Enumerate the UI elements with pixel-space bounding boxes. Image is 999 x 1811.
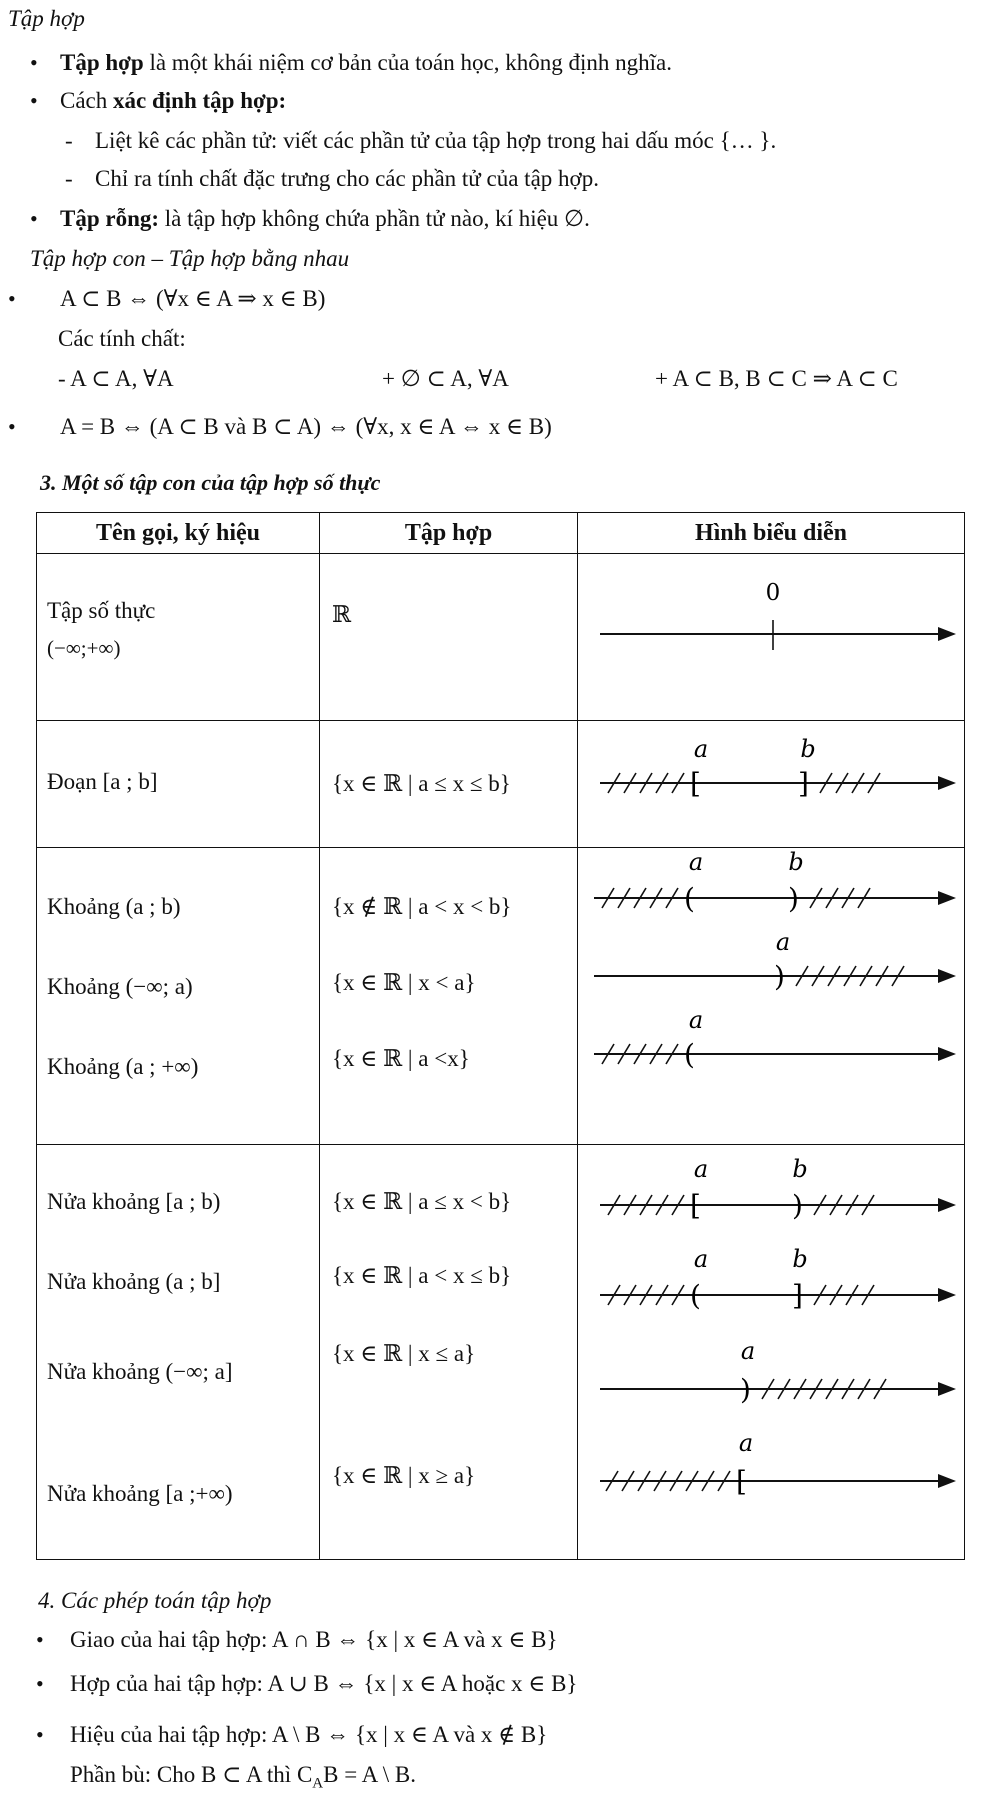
row-name: Khoảng (a ; b) xyxy=(47,894,181,919)
row-name: Khoảng (−∞; a) xyxy=(47,974,193,999)
row-set: {x ∈ ℝ | a ≤ x < b} xyxy=(332,1189,512,1214)
row-set: {x ∈ ℝ | x < a} xyxy=(332,970,476,995)
union-label: Hợp của hai tập hợp: xyxy=(70,1671,263,1696)
mark-a-label: a xyxy=(693,735,709,763)
row-set: ℝ xyxy=(332,602,352,627)
mark-a-label: a xyxy=(688,1006,704,1034)
row-set: {x ∈ ℝ | a ≤ x ≤ b} xyxy=(332,771,511,796)
sec1-bullet-2 xyxy=(60,88,286,114)
svg-text:): ) xyxy=(788,882,799,915)
complement-definition xyxy=(70,1762,416,1793)
table-row xyxy=(37,1145,965,1560)
svg-text:(: ( xyxy=(684,882,695,915)
row-set: {x ∈ ℝ | x ≤ a} xyxy=(332,1341,476,1366)
union-operation xyxy=(70,1671,577,1697)
sec1-bullet-3 xyxy=(60,206,590,232)
bullet-dot: • xyxy=(36,1627,44,1652)
svg-text:[: [ xyxy=(690,1189,701,1222)
mark-a-label: a xyxy=(775,928,791,956)
row-name: Khoảng (a ; +∞) xyxy=(47,1054,199,1079)
bullet-dot: • xyxy=(30,50,38,75)
mark-a-label: a xyxy=(693,1155,709,1183)
bullet-dot: • xyxy=(8,414,16,439)
equality-definition: A = B ⇔ (A ⊂ B và B ⊂ A) ⇔ (∀x, x ∈ A ⇔ x ∈ B) xyxy=(60,414,552,439)
svg-text:[: [ xyxy=(736,1465,747,1498)
svg-text:(: ( xyxy=(690,1279,701,1312)
svg-text:(: ( xyxy=(684,1038,695,1071)
properties-label: Các tính chất: xyxy=(58,326,186,351)
row-set: {x ∉ ℝ | a < x < b} xyxy=(332,894,512,919)
header-set: Tập hợp xyxy=(320,513,578,554)
header-name: Tên gọi, ký hiệu xyxy=(37,513,320,554)
svg-text:[: [ xyxy=(690,767,701,800)
real-subsets-table xyxy=(36,512,965,1560)
row-name: Nửa khoảng (−∞; a] xyxy=(47,1359,233,1384)
term-tap-hop: Tập hợp xyxy=(60,50,144,75)
bullet-dot: • xyxy=(36,1722,44,1747)
svg-text:]: ] xyxy=(792,1279,803,1312)
bullet-dot: • xyxy=(8,286,16,311)
complement-rest: B = A \ B. xyxy=(323,1762,417,1787)
svg-text:]: ] xyxy=(798,767,809,800)
row-set: {x ∈ ℝ | a <x} xyxy=(332,1046,470,1071)
difference-label: Hiệu của hai tập hợp: xyxy=(70,1722,268,1747)
mark-a-label: a xyxy=(740,1337,756,1365)
table-row xyxy=(37,848,965,1145)
bullet-dot: • xyxy=(30,88,38,113)
svg-text:): ) xyxy=(740,1373,751,1406)
sec1-dash-1: Liệt kê các phần tử: viết các phần tử của tập hợp trong hai dấu móc {… }. xyxy=(95,128,777,153)
complement-formula: B ⊂ A thì C xyxy=(200,1762,313,1787)
row-name: Đoạn [a ; b] xyxy=(47,769,158,794)
header-diagram: Hình biểu diễn xyxy=(578,513,965,554)
mark-b-label: b xyxy=(800,735,816,763)
property-3: + A ⊂ B, B ⊂ C ⇒ A ⊂ C xyxy=(655,366,898,391)
section-3-heading: 3. Một số tập con của tập hợp số thực xyxy=(40,470,381,495)
mark-zero-label: 0 xyxy=(765,580,781,606)
sec1-dash-2: Chỉ ra tính chất đặc trưng cho các phần tử của tập hợp. xyxy=(95,166,599,191)
number-line-half-intervals xyxy=(578,1145,965,1559)
intersection-label: Giao của hai tập hợp: xyxy=(70,1627,268,1652)
sec1-bullet-2-pre: Cách xyxy=(60,88,114,113)
svg-text:): ) xyxy=(792,1189,803,1222)
row-set: {x ∈ ℝ | x ≥ a} xyxy=(332,1463,476,1488)
difference-operation xyxy=(70,1722,547,1748)
bullet-dot: • xyxy=(36,1671,44,1696)
difference-formula: A \ B ⇔ {x | x ∈ A và x ∉ B} xyxy=(271,1722,548,1747)
number-line-real xyxy=(578,554,965,720)
row-name: Nửa khoảng [a ; b) xyxy=(47,1189,221,1214)
table-header-row xyxy=(37,513,965,554)
sec1-bullet-1 xyxy=(60,50,672,76)
mark-a-label: a xyxy=(738,1429,754,1457)
table-row xyxy=(37,721,965,848)
mark-a-label: a xyxy=(693,1245,709,1273)
row-name: Nửa khoảng (a ; b] xyxy=(47,1269,221,1294)
complement-label: Phần bù: Cho xyxy=(70,1762,201,1787)
row-name: Tập số thực xyxy=(47,598,156,623)
number-line-segment xyxy=(578,721,965,847)
section-1-heading: Tập hợp xyxy=(8,6,85,31)
sec1-bullet-1-text: là một khái niệm cơ bản của toán học, không định nghĩa. xyxy=(143,50,672,75)
row-set: {x ∈ ℝ | a < x ≤ b} xyxy=(332,1263,512,1288)
table-row xyxy=(37,554,965,721)
mark-a-label: a xyxy=(688,848,704,876)
union-formula: A ∪ B ⇔ {x | x ∈ A hoặc x ∈ B} xyxy=(267,1671,578,1696)
row-name-2: (−∞;+∞) xyxy=(47,636,121,660)
subset-definition: A ⊂ B ⇔ (∀x ∈ A ⇒ x ∈ B) xyxy=(60,286,326,311)
property-2: + ∅ ⊂ A, ∀A xyxy=(382,366,509,391)
dash-mark: - xyxy=(65,128,73,153)
section-4-heading: 4. Các phép toán tập hợp xyxy=(38,1588,272,1613)
section-2-heading: Tập hợp con – Tập hợp bằng nhau xyxy=(30,246,350,271)
mark-b-label: b xyxy=(792,1155,808,1183)
complement-subscript: A xyxy=(312,1775,324,1792)
term-xac-dinh: xác định tập hợp: xyxy=(113,88,287,113)
row-name: Nửa khoảng [a ;+∞) xyxy=(47,1481,233,1506)
sec1-bullet-3-text: là tập hợp không chứa phần tử nào, kí hiệu ∅. xyxy=(159,206,590,231)
svg-text:): ) xyxy=(774,960,785,993)
bullet-dot: • xyxy=(30,206,38,231)
mark-b-label: b xyxy=(788,848,804,876)
number-line-intervals xyxy=(578,848,965,1144)
property-1: - A ⊂ A, ∀A xyxy=(58,366,174,391)
term-tap-rong: Tập rỗng: xyxy=(60,206,160,231)
mark-b-label: b xyxy=(792,1245,808,1273)
dash-mark: - xyxy=(65,166,73,191)
intersection-operation xyxy=(70,1627,558,1653)
intersection-formula: A ∩ B ⇔ {x | x ∈ A và x ∈ B} xyxy=(271,1627,558,1652)
